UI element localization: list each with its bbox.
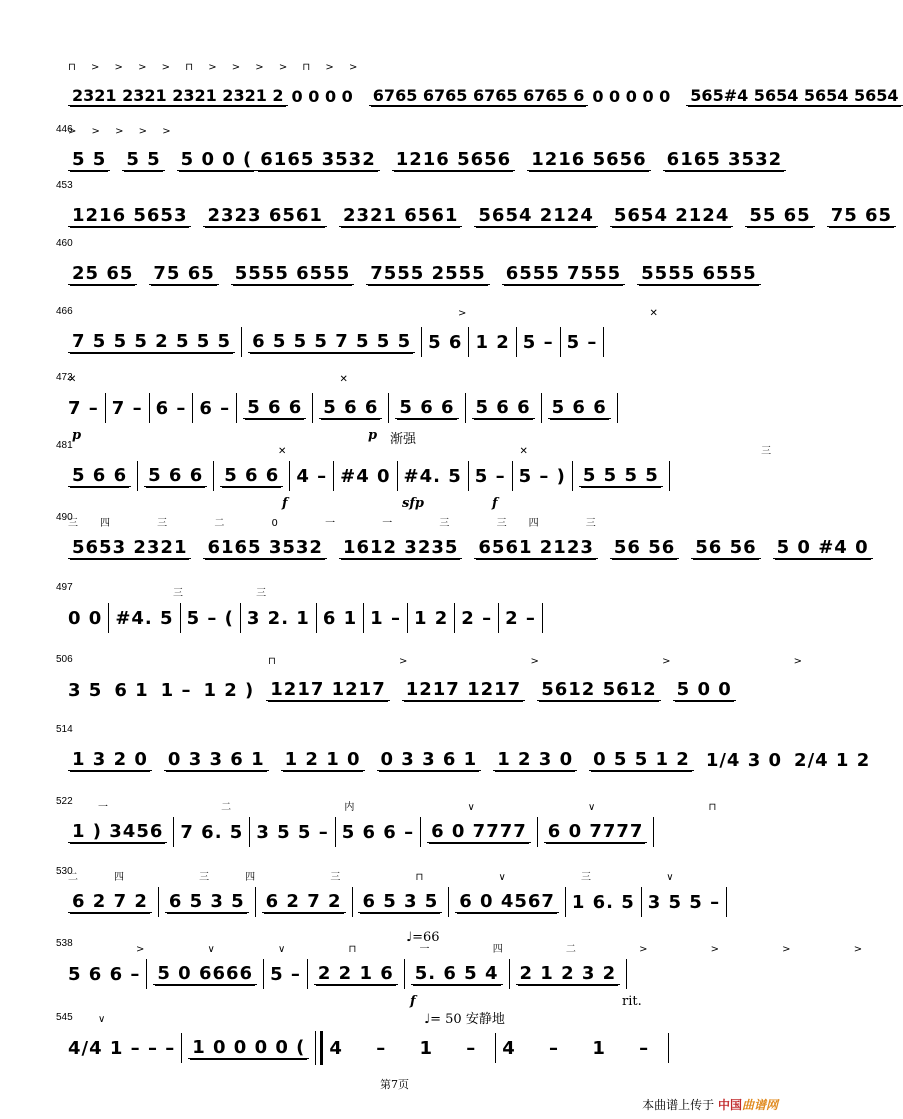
dynamic-mark: p	[72, 428, 82, 443]
barline	[669, 461, 670, 491]
barline	[465, 393, 466, 423]
barline	[352, 887, 353, 917]
notes	[68, 1030, 733, 1066]
barline	[626, 959, 627, 989]
measure: 0 3 3 6 1	[377, 749, 482, 771]
measure: 0 5 5 1 2	[589, 749, 694, 771]
measure: 6 1	[322, 607, 358, 629]
measure: 5555 6555	[231, 263, 354, 285]
notes	[68, 198, 893, 234]
barline	[363, 603, 364, 633]
measure: 5 –	[270, 963, 301, 985]
barline	[560, 327, 561, 357]
score-line-5	[56, 306, 748, 372]
measure: 6 5 3 5	[358, 891, 442, 913]
barline	[307, 959, 308, 989]
ritardando-text: rit.	[622, 994, 642, 1009]
measure: 2/4 1 2	[794, 749, 871, 771]
tempo-marking: ♩=66	[406, 930, 440, 945]
measure: 6765 6765 6765 6765 6	[369, 86, 589, 106]
measure: 6165 3532	[663, 149, 786, 171]
notes	[68, 256, 757, 292]
articulation-marks: ∨	[98, 1014, 112, 1025]
measure: 565#4 5654 5654 5654	[686, 86, 902, 106]
barline	[542, 603, 543, 633]
measure: 1 3 2 0	[68, 749, 152, 771]
measure: 6 0 7777	[544, 821, 648, 843]
barline	[498, 603, 499, 633]
measure-number: 514	[56, 724, 73, 735]
measure: 2321 2321 2321 2321 2	[68, 86, 288, 106]
barline	[333, 461, 334, 491]
measure: 1612 3235	[339, 537, 462, 559]
measure: 56 56	[691, 537, 760, 559]
barline	[468, 461, 469, 491]
measure: 6 0 7777	[427, 821, 531, 843]
measure: 5 6	[428, 331, 463, 353]
barline	[572, 461, 573, 491]
barline	[512, 461, 513, 491]
barline	[241, 327, 242, 357]
barline	[448, 887, 449, 917]
measure: 5 6 6 –	[68, 963, 141, 985]
barline	[388, 393, 389, 423]
measure: 1/4 3 0	[705, 749, 783, 771]
measure: 5654 2124	[610, 205, 733, 227]
barline	[495, 1033, 496, 1063]
score-line-11	[56, 724, 871, 790]
score-line-7	[56, 440, 887, 511]
measure: 7 5 5 5 2 5 5 5	[68, 331, 235, 353]
barline	[181, 1033, 182, 1063]
measure: 1 0 0 0 0 (	[188, 1037, 309, 1059]
barline	[537, 817, 538, 847]
measure: 5 – )	[518, 465, 566, 487]
barline	[335, 817, 336, 847]
dynamic-mark: p	[368, 428, 378, 443]
barline	[255, 887, 256, 917]
score-line-14	[56, 930, 893, 1009]
measure: 1 2 3 0	[493, 749, 577, 771]
barline	[509, 959, 510, 989]
barline	[316, 603, 317, 633]
measure: 4 – 1 –	[502, 1037, 663, 1059]
page-number: 第7页	[380, 1078, 409, 1091]
barline	[108, 603, 109, 633]
measure: 6561 2123	[474, 537, 597, 559]
measure: 6 –	[155, 397, 187, 419]
measure: 1 –	[370, 607, 401, 629]
dynamic-mark: f	[492, 496, 498, 511]
measure: 3 2. 1	[246, 607, 310, 629]
barline	[468, 327, 469, 357]
measure: 2 2 1 6	[314, 963, 398, 985]
upload-text: 本曲谱上传于	[642, 1098, 715, 1112]
barline	[158, 887, 159, 917]
measure: 75 65	[149, 263, 218, 285]
measure: 6555 7555	[502, 263, 625, 285]
notes	[68, 884, 733, 920]
tempo-marking: ♩= 50 安静地	[424, 1012, 505, 1027]
measure: 5653 2321	[68, 537, 191, 559]
measure: 7555 2555	[366, 263, 489, 285]
dynamic-mark: sfp	[402, 496, 425, 511]
notes	[68, 324, 733, 360]
barline	[420, 817, 421, 847]
barline	[236, 393, 237, 423]
measure: 3 5 5 –	[256, 821, 329, 843]
measure: 1216 5656	[527, 149, 650, 171]
measure: #4 0	[340, 465, 391, 487]
articulation-marks: 二四 三四 三 ⊓ ∨ 三 ∨	[68, 872, 710, 883]
barline	[213, 461, 214, 491]
notes	[68, 814, 733, 850]
barline	[397, 461, 398, 491]
logo-accent: 曲谱网	[741, 1098, 778, 1112]
site-credit	[642, 1096, 778, 1113]
measure: 6 5 3 5	[165, 891, 249, 913]
measure-number: 446	[56, 124, 73, 135]
measure: 5 0 0	[673, 679, 736, 701]
measure: 1 2	[413, 607, 449, 629]
measure: 6 1	[114, 679, 149, 701]
measure: 6 5 5 5 7 5 5 5	[248, 331, 415, 353]
measure: #4. 5	[115, 607, 174, 629]
measure: 5 6 6	[472, 397, 535, 419]
measure-number: 490	[56, 512, 73, 523]
measure: 5555 6555	[637, 263, 760, 285]
measure: 2 1 2 3 2	[516, 963, 621, 985]
articulation-marks: ✕ ✕ 三	[278, 446, 887, 457]
notes	[68, 390, 733, 426]
measure-number: 530	[56, 866, 73, 877]
measure: 1 2 1 0	[281, 749, 365, 771]
dynamic-mark: f	[410, 994, 416, 1009]
measure: 25 65	[68, 263, 137, 285]
barline	[565, 887, 566, 917]
measure: 7 –	[111, 397, 143, 419]
barline	[289, 461, 290, 491]
measure: 5 5 5 5	[579, 465, 663, 487]
barline	[668, 1033, 669, 1063]
articulation-marks: > > > > >	[68, 126, 177, 137]
dynamic-mark: f	[282, 496, 288, 511]
measure: 4 – 1 –	[329, 1037, 490, 1059]
measure: 5 6 6	[144, 465, 207, 487]
measure: 5 6 6	[68, 465, 131, 487]
measure: 0 0 0 0 0	[592, 86, 671, 106]
barline	[192, 393, 193, 423]
crescendo-text: 渐强	[390, 432, 417, 447]
notes	[68, 742, 871, 778]
barline	[105, 393, 106, 423]
measure: 5 6 6	[220, 465, 283, 487]
measure: 5 –	[522, 331, 554, 353]
barline	[541, 393, 542, 423]
measure: 6 2 7 2	[68, 891, 152, 913]
measure: 5 –	[474, 465, 506, 487]
measure: 5 6 6	[243, 397, 306, 419]
score-line-1	[68, 62, 899, 126]
notes	[68, 600, 733, 636]
measure: 5 5	[68, 149, 110, 171]
measure: 2321 6561	[339, 205, 462, 227]
barline	[516, 327, 517, 357]
notes	[68, 458, 733, 494]
measure-number: 453	[56, 180, 73, 191]
score-line-4	[56, 238, 757, 304]
measure: 6165 3532	[203, 537, 326, 559]
measure: 5 0 0 (	[177, 149, 257, 171]
measure: 5654 2124	[474, 205, 597, 227]
measure: 3 5 5 –	[647, 891, 721, 913]
measure-number: 497	[56, 582, 73, 593]
score-line-8	[56, 512, 869, 578]
measure: 3 5	[68, 679, 103, 701]
measure: 7 6. 5	[180, 821, 244, 843]
measure-number: 522	[56, 796, 73, 807]
measure: 5 –	[566, 331, 598, 353]
measure: 6 2 7 2	[262, 891, 346, 913]
score-line-13	[56, 866, 733, 932]
measure-number: 460	[56, 238, 73, 249]
measure: 5 6 6	[395, 397, 458, 419]
measure: 2 –	[461, 607, 493, 629]
measure: 6 –	[199, 397, 231, 419]
measure-number: 466	[56, 306, 73, 317]
measure: 1216 5656	[392, 149, 515, 171]
articulation-marks: > ∨ ∨ ⊓ 一 四 二 > > > >	[136, 944, 893, 955]
notes	[68, 78, 899, 114]
measure: 5 – (	[186, 607, 234, 629]
barline	[149, 393, 150, 423]
measure: #4. 5	[403, 465, 462, 487]
measure: 55 65	[745, 205, 814, 227]
measure: 5 6 6 –	[341, 821, 415, 843]
articulation-marks: 三 三	[173, 588, 302, 599]
measure-number: 538	[56, 938, 73, 949]
measure: 1217 1217	[266, 679, 389, 701]
measure: 1 2 )	[203, 679, 255, 701]
barline	[173, 817, 174, 847]
measure: 5 0 #4 0	[773, 537, 873, 559]
barline	[617, 393, 618, 423]
measure: 5612 5612	[537, 679, 660, 701]
logo-main: 中国	[717, 1098, 742, 1112]
barline	[641, 887, 642, 917]
measure: 5 5	[122, 149, 164, 171]
measure: 1 –	[160, 679, 192, 701]
barline	[249, 817, 250, 847]
measure: 2 –	[505, 607, 536, 629]
barline	[404, 959, 405, 989]
barline	[312, 393, 313, 423]
notes	[68, 142, 783, 178]
measure: 1 2	[475, 331, 510, 353]
measure: 6165 3532	[256, 149, 379, 171]
measure: 4/4 1 – – –	[68, 1037, 176, 1059]
measure: 5 0 6666	[153, 963, 257, 985]
double-barline	[315, 1031, 323, 1065]
barline	[603, 327, 604, 357]
score-line-12	[56, 796, 772, 862]
measure: 5 6 6	[319, 397, 382, 419]
score-line-15	[56, 1012, 733, 1078]
barline	[240, 603, 241, 633]
score-line-9	[56, 582, 733, 648]
barline	[407, 603, 408, 633]
measure: 1 6. 5	[571, 891, 635, 913]
articulation-marks: ⊓ > > > > ⊓ > > > > ⊓ > >	[68, 62, 364, 73]
barline	[137, 461, 138, 491]
barline	[653, 817, 654, 847]
articulation-marks: > ✕	[458, 308, 748, 319]
measure-number: 545	[56, 1012, 73, 1023]
score-line-10	[56, 654, 863, 720]
measure-number: 481	[56, 440, 73, 451]
articulation-marks: ⊓ > > > >	[268, 656, 863, 667]
barline	[180, 603, 181, 633]
measure: 56 56	[610, 537, 679, 559]
barline	[454, 603, 455, 633]
measure: 0 3 3 6 1	[164, 749, 269, 771]
measure: 1216 5653	[68, 205, 191, 227]
measure: 2323 6561	[203, 205, 326, 227]
measure-number: 472	[56, 372, 73, 383]
measure: 0 0 0 0	[291, 86, 353, 106]
barline	[263, 959, 264, 989]
measure-number: 506	[56, 654, 73, 665]
articulation-marks: ✕ ✕	[68, 374, 478, 385]
measure: 75 65	[827, 205, 896, 227]
measure: 1217 1217	[402, 679, 525, 701]
articulation-marks: 一 二 内 ∨ ∨ ⊓	[98, 802, 772, 813]
measure: 4 –	[296, 465, 328, 487]
measure: 7 –	[68, 397, 99, 419]
measure: 6 0 4567	[455, 891, 559, 913]
measure: 5 6 6	[548, 397, 611, 419]
measure: 1 ) 3456	[68, 821, 167, 843]
barline	[146, 959, 147, 989]
barline	[726, 887, 727, 917]
site-logo[interactable]	[718, 1098, 778, 1112]
notes	[68, 672, 733, 708]
barline	[421, 327, 422, 357]
notes	[68, 530, 869, 566]
measure: 0 0	[68, 607, 103, 629]
measure: 5. 6 5 4	[411, 963, 503, 985]
notes	[68, 956, 733, 992]
articulation-marks: 三四 三 二 0 一 一 三 三四 三	[68, 518, 618, 529]
